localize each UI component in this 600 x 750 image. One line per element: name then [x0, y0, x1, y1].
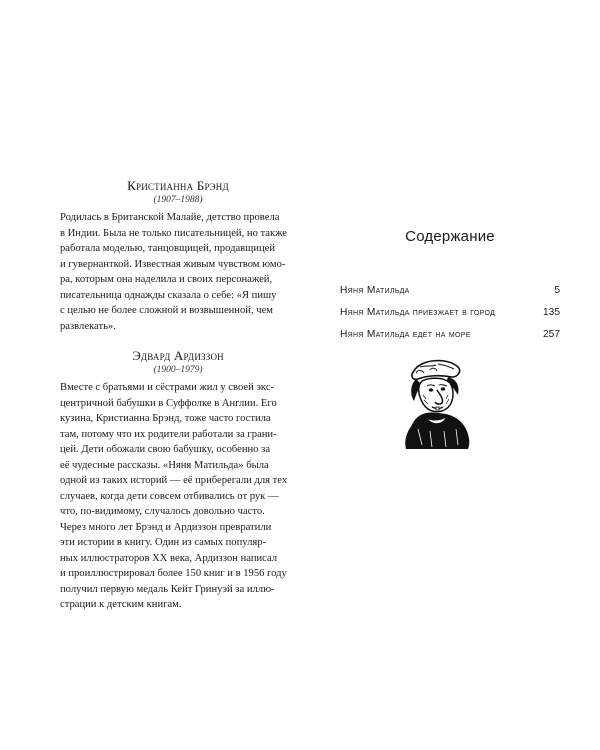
left-page-authors [60, 178, 296, 613]
author-years: (1900–1979) [153, 365, 203, 375]
contents-item-page: 5 [554, 285, 560, 296]
contents-item-title: Няня Матильда приезжает в город [340, 307, 496, 318]
bio-line: случаев, когда дети совсем отбивались от рук — [60, 490, 279, 502]
bio-line: ных иллюстраторов XX века, Ардиззон написал [60, 552, 278, 564]
bio-line: развлекать». [60, 320, 116, 332]
bio-line: страции к детским книгам. [60, 599, 182, 610]
bio-line: центричной бабушки в Суффолке в Англии. Его [60, 397, 277, 409]
author-years: (1907–1988) [153, 195, 203, 205]
bio-line: её чудесные рассказы. «Няня Матильда» была [60, 459, 269, 471]
bio-line: ра, которым она наделила и своих персонажей, [60, 274, 273, 285]
bio-line: писательница однажды сказала о себе: «Я пишу [60, 289, 277, 301]
contents-item-title: Няня Матильда едет на море [340, 329, 471, 340]
bio-line: эти истории в книгу. Один из самых популяр- [60, 537, 267, 548]
bio-line: кузина, Кристианна Брэнд, тоже часто гостила [60, 413, 271, 424]
nanny-matilda-portrait-icon [396, 355, 478, 450]
author-name: Эдвард Ардиззон [132, 348, 224, 363]
bio-line: цей. Дети обожали свою бабушку, особенно за [60, 444, 271, 455]
bio-line: Родилась в Британской Малайе, детство провела [60, 212, 280, 223]
author-bio [60, 380, 296, 613]
bio-line: что, по-видимому, случалось довольно часто. [60, 506, 265, 517]
bio-line: получил первую медаль Кейт Гринуэй за иллю- [60, 583, 275, 595]
author-block-ardizzone [60, 348, 296, 613]
contents-heading: Содержание [405, 228, 495, 245]
bio-line: с целью не более сложной и возвышенной, чем [60, 305, 273, 316]
contents-item[interactable] [340, 285, 560, 297]
author-block-brand [60, 178, 296, 334]
contents-item-title: Няня Матильда [340, 285, 410, 296]
right-page-contents [340, 228, 560, 351]
bio-line: Через много лет Брэнд и Ардиззон превратили [60, 521, 272, 533]
author-bio [60, 210, 296, 334]
contents-list [340, 285, 560, 341]
contents-item-page: 135 [543, 307, 560, 318]
bio-line: одной из таких историй — её приберегали для тех [60, 475, 288, 486]
bio-line: там, потому что их родители работали за грани- [60, 428, 277, 440]
contents-item[interactable] [340, 307, 560, 319]
bio-line: и гувернанткой. Известная живым чувством юмо- [60, 258, 286, 270]
bio-line: в Индии. Была не только писательницей, но также [60, 227, 287, 239]
author-name: Кристианна Брэнд [127, 178, 229, 193]
bio-line: Вместе с братьями и сёстрами жил у своей экс- [60, 382, 275, 393]
contents-item-page: 257 [543, 329, 560, 340]
bio-line: и проиллюстрировал более 150 книг и в 1956 году [60, 568, 287, 579]
bio-line: работала моделью, танцовщицей, продавщицей [60, 243, 276, 254]
contents-item[interactable] [340, 329, 560, 341]
